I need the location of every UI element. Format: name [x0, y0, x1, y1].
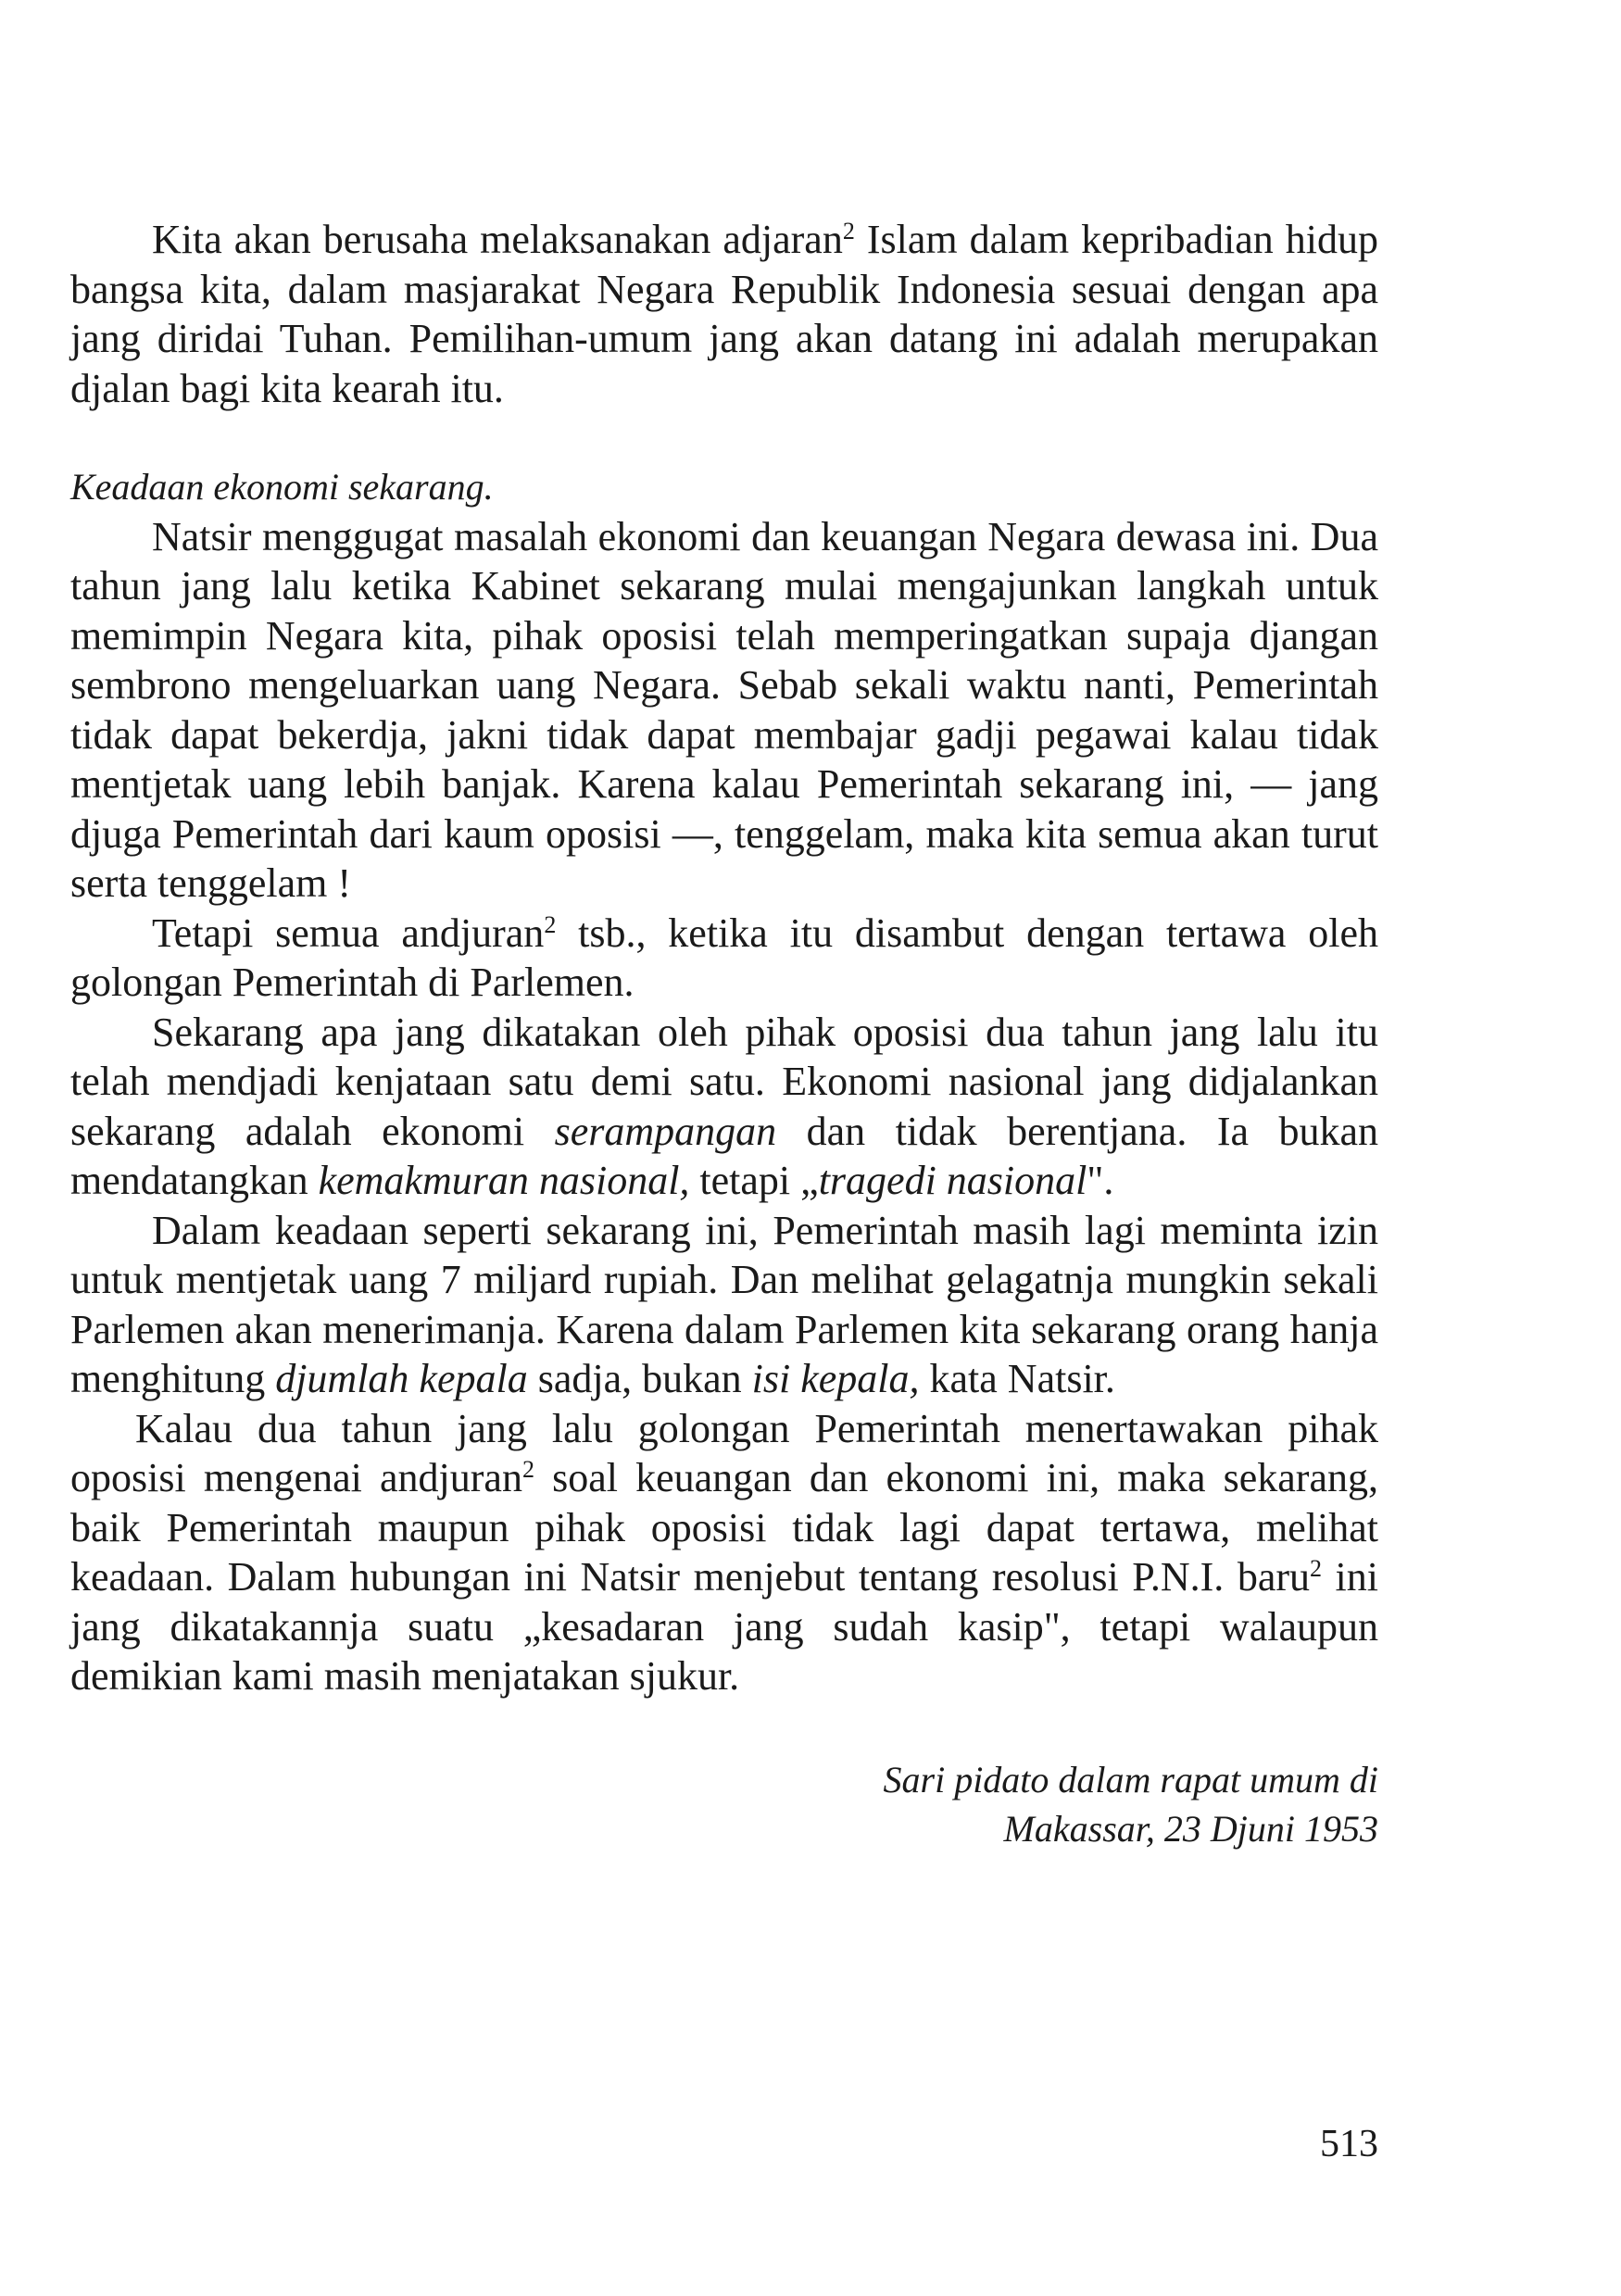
paragraph-resolusi: Kalau dua tahun jang lalu golongan Pemerintah menertawakan pihak oposisi mengenai andjuran$^2$ soal keuangan dan ekonomi ini, maka sekarang, baik Pemerintah maupun pihak oposisi tidak lagi dapat tertawa, melihat keadaan. Dalam hubungan ini Natsir menjebut tentang resolusi P.N.I. baru$^2$ ini jang dikatakannja suatu „kesadaran jang sudah kasip", tetapi walaupun demikian kami masih menjatakan sjukur.: [70, 1405, 1378, 1699]
paragraph-kenjataan: Sekarang apa jang dikatakan oleh pihak oposisi dua tahun jang lalu itu telah mendjadi kenjataan satu demi satu. Ekonomi nasional jang didjalankan sekarang adalah ekonomi serampangan dan tidak berentjana. Ia bukan mendatangkan kemakmuran nasional, tetapi „tragedi nasional".: [70, 1009, 1379, 1203]
section-heading: Keadaan ekonomi sekarang.: [70, 466, 494, 508]
italic-term: djumlah kepala: [275, 1356, 528, 1401]
source-signature: [70, 1755, 1378, 1853]
page-number: 513: [1320, 2123, 1378, 2165]
italic-term: tragedi nasional: [818, 1158, 1087, 1203]
paragraph-islam: Kita akan berusaha melaksanakan adjaran$^2$ Islam dalam kepribadian hidup bangsa kita, dalam masjarakat Negara Republik Indonesia sesuai dengan apa jang diridai Tuhan. Pemilihan-umum jang akan datang ini adalah merupakan djalan bagi kita kearah itu.: [70, 217, 1378, 411]
paragraph-miljard: Dalam keadaan seperti sekarang ini, Pemerintah masih lagi meminta izin untuk mentjetak uang 7 miljard rupiah. Dan melihat gelagatnja mungkin sekali Parlemen akan menerimanja. Karena dalam Parlemen kita sekarang orang hanja menghitung djumlah kepala sadja, bukan isi kepala, kata Natsir.: [70, 1207, 1378, 1401]
paragraph-andjuran: Tetapi semua andjuran$^2$ tsb., ketika itu disambut dengan tertawa oleh golongan Pemerintah di Parlemen.: [70, 910, 1378, 1005]
signature-line-2: Makassar, 23 Djuni 1953: [1003, 1807, 1378, 1850]
superscript-2: 2: [544, 910, 557, 938]
italic-term: isi kepala,: [751, 1356, 920, 1401]
paragraph-economy: Natsir menggugat masalah ekonomi dan keuangan Negara dewasa ini. Dua tahun jang lalu ketika Kabinet sekarang mulai mengajunkan langkah untuk memimpin Negara kita, pihak oposisi telah memperingatkan supaja djangan sembrono mengeluarkan uang Negara. Sebab sekali waktu nanti, Pemerintah tidak dapat bekerdja, jakni tidak dapat membajar gadji pegawai kalau tidak mentjetak uang lebih banjak. Karena kalau Pemerintah sekarang ini, — jang djuga Pemerintah dari kaum oposisi —, tenggelam, maka kita semua akan turut serta tenggelam !: [70, 513, 1378, 906]
italic-term: serampangan: [554, 1108, 777, 1154]
page-body: [70, 215, 1378, 1853]
superscript-2: 2: [1310, 1555, 1323, 1582]
superscript-2: 2: [842, 218, 855, 245]
superscript-2: 2: [521, 1456, 534, 1483]
signature-line-1: Sari pidato dalam rapat umum di: [883, 1758, 1378, 1800]
italic-term: kemakmuran nasional,: [318, 1158, 690, 1203]
